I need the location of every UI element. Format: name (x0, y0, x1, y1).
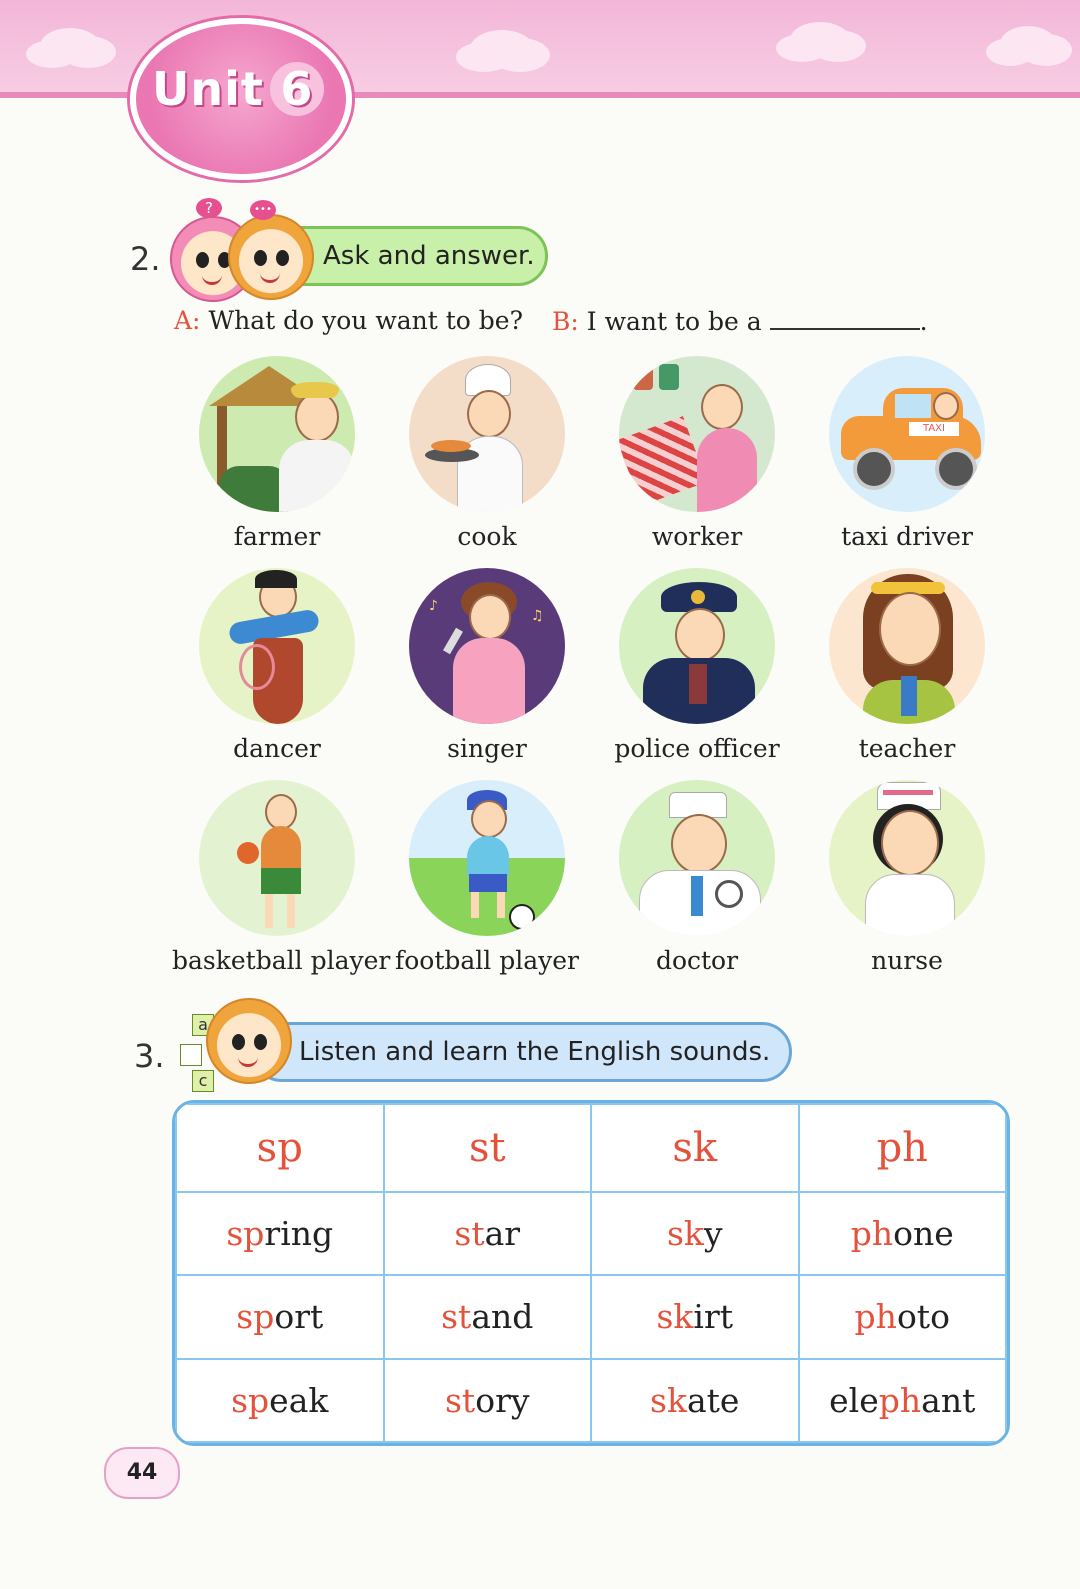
job-singer (382, 568, 592, 763)
answer-period: . (919, 307, 928, 336)
job-label: football player (394, 946, 580, 975)
dialog-question (174, 306, 523, 335)
section-3-title-pill (252, 1022, 792, 1082)
answer-blank (770, 306, 920, 330)
nurse-picture (829, 780, 985, 936)
job-label: nurse (871, 946, 943, 975)
taxi-sign: TAXI (909, 422, 959, 436)
job-label: dancer (233, 734, 321, 763)
job-label: taxi driver (841, 522, 973, 551)
job-football-player (382, 780, 592, 975)
word-cell: stand (384, 1275, 592, 1358)
job-label: farmer (233, 522, 321, 551)
cloud-decoration (1000, 26, 1056, 62)
worker-picture (619, 356, 775, 512)
word-cell: skate (591, 1359, 799, 1442)
taxi-driver-picture (829, 356, 985, 512)
section-2-number: 2. (130, 240, 161, 278)
job-label: doctor (655, 946, 739, 975)
boy-mascot-icon (228, 214, 314, 300)
question-bubble-icon: ? (196, 198, 222, 218)
cloud-decoration (790, 22, 850, 58)
phonics-table (172, 1100, 1010, 1446)
cook-picture (409, 356, 565, 512)
section-3-number: 3. (134, 1037, 165, 1075)
word-cell: phone (799, 1192, 1007, 1275)
job-taxi-driver (802, 356, 1012, 551)
job-dancer (172, 568, 382, 763)
job-label: police officer (614, 734, 780, 763)
word-cell: photo (799, 1275, 1007, 1358)
job-doctor (592, 780, 802, 975)
header-ph: ph (799, 1104, 1007, 1192)
police-officer-picture (619, 568, 775, 724)
letter-a-icon: a (192, 1014, 214, 1036)
unit-number: 6 (270, 62, 324, 116)
teacher-picture (829, 568, 985, 724)
header-sk: sk (591, 1104, 799, 1192)
dancer-picture (199, 568, 355, 724)
phonics-header-row (176, 1104, 1006, 1192)
job-label: worker (651, 522, 743, 551)
job-basketball-player (172, 780, 391, 975)
job-label: basketball player (172, 946, 391, 975)
section-2-title: Ask and answer. (323, 241, 535, 271)
basketball-player-picture (199, 780, 355, 936)
job-cook (382, 356, 592, 551)
farmer-picture (199, 356, 355, 512)
word-cell: sport (176, 1275, 384, 1358)
speech-bubble-icon: ••• (250, 200, 276, 220)
speaker-b: B: (552, 307, 579, 336)
job-farmer (172, 356, 382, 551)
word-cell: story (384, 1359, 592, 1442)
answer-text: I want to be a (586, 307, 762, 336)
job-label: cook (457, 522, 517, 551)
page-number: 44 (104, 1447, 180, 1499)
letter-c-icon: c (192, 1070, 214, 1092)
table-row (176, 1275, 1006, 1358)
doctor-picture (619, 780, 775, 936)
word-cell: spring (176, 1192, 384, 1275)
section-3-title: Listen and learn the English sounds. (299, 1037, 771, 1067)
job-worker (592, 356, 802, 551)
table-row (176, 1359, 1006, 1442)
word-cell: star (384, 1192, 592, 1275)
word-cell: skirt (591, 1275, 799, 1358)
job-label: teacher (858, 734, 956, 763)
dialog-answer (552, 306, 928, 336)
unit-word: Unit (152, 62, 264, 116)
table-row (176, 1192, 1006, 1275)
word-cell: elephant (799, 1359, 1007, 1442)
empty-letter-box-icon (180, 1044, 202, 1066)
cloud-decoration (470, 30, 534, 68)
unit-badge (130, 18, 340, 168)
cloud-decoration (40, 28, 100, 64)
header-st: st (384, 1104, 592, 1192)
football-player-picture (409, 780, 565, 936)
job-teacher (802, 568, 1012, 763)
job-police-officer (592, 568, 802, 763)
job-label: singer (447, 734, 527, 763)
boy-mascot-icon (206, 998, 292, 1084)
word-cell: sky (591, 1192, 799, 1275)
header-sp: sp (176, 1104, 384, 1192)
speaker-a: A: (174, 306, 201, 335)
singer-picture: ♪ ♫ (409, 568, 565, 724)
question-text: What do you want to be? (208, 306, 524, 335)
word-cell: speak (176, 1359, 384, 1442)
job-nurse (802, 780, 1012, 975)
